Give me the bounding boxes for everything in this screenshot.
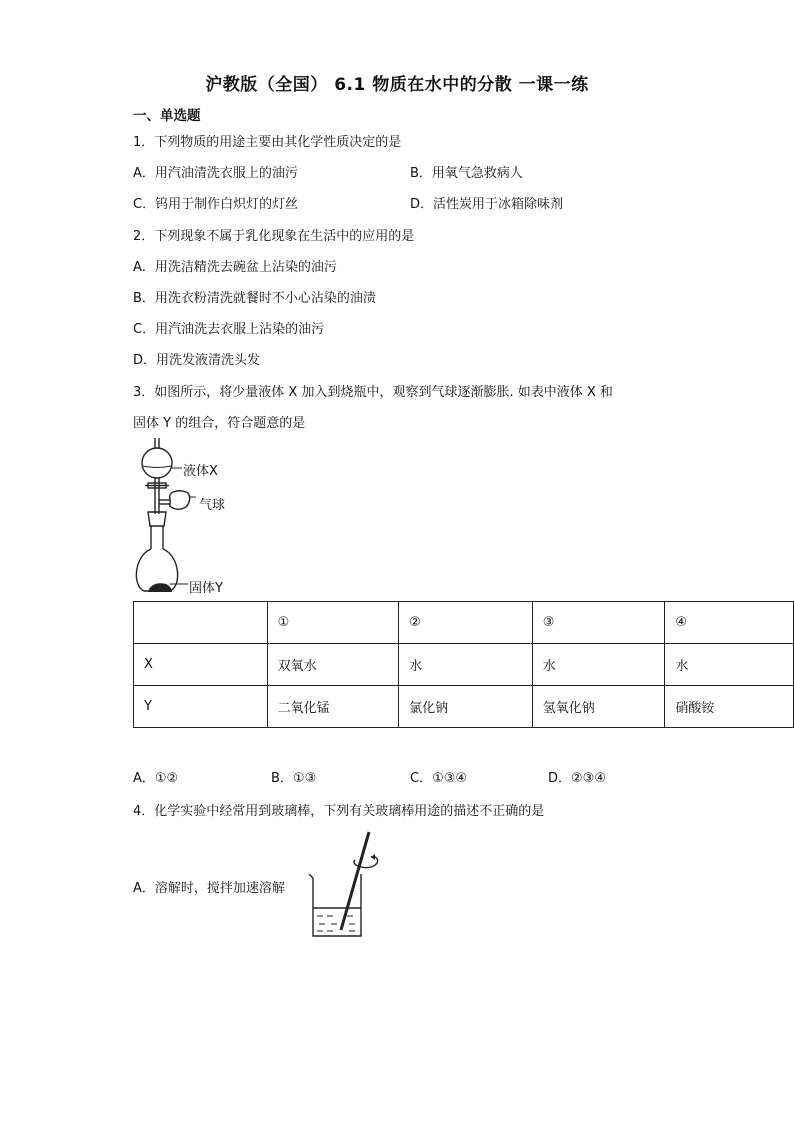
- q3-option-d[interactable]: D．②③④: [548, 771, 606, 786]
- q4-option-a[interactable]: A．溶解时，搅拌加速溶解: [133, 881, 285, 896]
- q1-stem: 1．下列物质的用途主要由其化学性质决定的是: [133, 135, 402, 150]
- table-cell: X: [134, 644, 268, 686]
- q1-option-a[interactable]: A．用汽油清洗衣服上的油污: [133, 166, 298, 181]
- q2-option-c[interactable]: C．用汽油洗去衣服上沾染的油污: [133, 322, 325, 337]
- table-cell: ③: [532, 602, 665, 644]
- table-cell: 水: [665, 644, 794, 686]
- table-cell: 双氧水: [267, 644, 399, 686]
- q3-option-a[interactable]: A．①②: [133, 771, 179, 786]
- label-liquid-x: 液体X: [183, 464, 218, 479]
- beaker-stirring-rod-figure: [305, 830, 385, 940]
- table-cell: 氯化钠: [399, 686, 533, 728]
- table-cell: ①: [267, 602, 399, 644]
- q3-stem-line1: 3．如图所示，将少量液体 X 加入到烧瓶中，观察到气球逐渐膨胀. 如表中液体 X 和: [133, 385, 613, 400]
- label-solid-y: 固体Y: [189, 581, 223, 596]
- table-cell: 水: [532, 644, 665, 686]
- table-cell: ②: [399, 602, 533, 644]
- q3-option-c[interactable]: C．①③④: [410, 771, 468, 786]
- q3-combination-table: [133, 601, 794, 728]
- table-row: [134, 686, 794, 728]
- table-header-row: [134, 602, 794, 644]
- table-cell: 氢氧化钠: [532, 686, 665, 728]
- table-cell: Y: [134, 686, 268, 728]
- q3-option-b[interactable]: B．①③: [271, 771, 317, 786]
- q2-option-a[interactable]: A．用洗洁精洗去碗盆上沾染的油污: [133, 260, 337, 275]
- q3-stem-line2: 固体 Y 的组合，符合题意的是: [133, 416, 306, 431]
- q2-stem: 2．下列现象不属于乳化现象在生活中的应用的是: [133, 229, 415, 244]
- table-cell: ④: [665, 602, 794, 644]
- section-heading: 一、单选题: [133, 108, 201, 124]
- table-row: [134, 644, 794, 686]
- table-cell: 二氧化锰: [267, 686, 399, 728]
- q1-option-d[interactable]: D．活性炭用于冰箱除味剂: [410, 197, 564, 212]
- q1-option-c[interactable]: C．钨用于制作白炽灯的灯丝: [133, 197, 299, 212]
- q2-option-b[interactable]: B．用洗衣粉清洗就餐时不小心沾染的油渍: [133, 291, 376, 306]
- q2-option-d[interactable]: D．用洗发液清洗头发: [133, 353, 261, 368]
- label-balloon: 气球: [199, 498, 226, 513]
- table-cell: [134, 602, 268, 644]
- q1-option-b[interactable]: B．用氧气急救病人: [410, 166, 523, 181]
- page-title: 沪教版（全国） 6.1 物质在水中的分散 一课一练: [205, 75, 589, 95]
- q4-stem: 4．化学实验中经常用到玻璃棒，下列有关玻璃棒用途的描述不正确的是: [133, 804, 545, 819]
- table-cell: 硝酸铵: [665, 686, 794, 728]
- table-cell: 水: [399, 644, 533, 686]
